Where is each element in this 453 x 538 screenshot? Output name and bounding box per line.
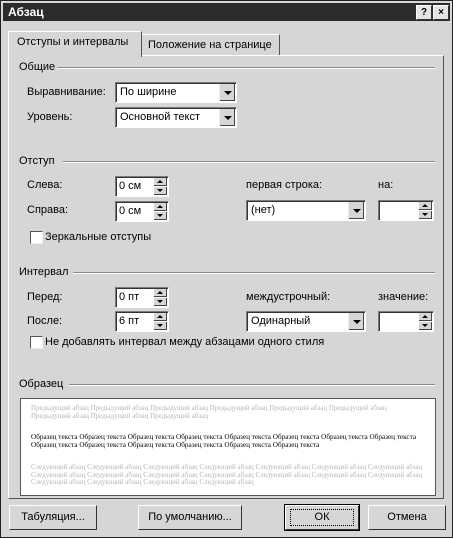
close-button[interactable]: × <box>433 5 449 20</box>
tab-label: Положение на странице <box>148 39 272 51</box>
first-line-by-label: на: <box>378 179 394 191</box>
alignment-value: По ширине <box>120 86 177 98</box>
spin-down-icon[interactable] <box>154 322 167 330</box>
level-select[interactable] <box>115 107 237 128</box>
divider <box>57 67 435 69</box>
chevron-down-icon[interactable] <box>219 84 235 101</box>
alignment-select[interactable] <box>115 82 237 103</box>
spin-down-icon[interactable] <box>419 211 432 219</box>
no-space-same-style-checkbox[interactable] <box>30 336 43 349</box>
window-title: Абзац <box>8 5 44 19</box>
preview-following-paragraph: Следующий абзац Следующий абзац Следующий абзац Следующий абзац Следующий абзац Следующий абзац Следующий абзац Следующий абзац Следующий абзац Следующий абзац Следующий абзац Следующий абзац Следующий абзац Следующий абзац Следующий абзац Следующий абзац Следующий абзац Следующий абзац <box>31 463 423 486</box>
level-value: Основной текст <box>120 111 200 123</box>
chevron-down-icon[interactable] <box>219 109 235 126</box>
line-spacing-select[interactable] <box>246 311 366 332</box>
title-bar <box>3 3 450 21</box>
first-line-by-spinner[interactable] <box>378 200 434 221</box>
spacing-before-label: Перед: <box>27 291 63 303</box>
indent-left-spinner[interactable] <box>115 176 169 197</box>
spin-down-icon[interactable] <box>419 322 432 330</box>
spin-down-icon[interactable] <box>154 212 167 220</box>
help-button[interactable]: ? <box>416 5 432 20</box>
first-line-select[interactable] <box>246 200 366 221</box>
divider <box>73 272 435 274</box>
preview-sample-paragraph: Образец текста Образец текста Образец текста Образец текста Образец текста Образец текста Образец текста Образец текста Образец текста Образец текста Образец текста Образец текста Образец текста Образец текста <box>31 433 417 449</box>
divider <box>63 161 435 163</box>
line-spacing-at-label: значение: <box>378 291 429 303</box>
set-default-button[interactable]: По умолчанию... <box>138 505 242 530</box>
ok-button[interactable] <box>285 505 359 530</box>
line-spacing-at-spinner[interactable] <box>378 311 434 332</box>
indent-right-value: 0 см <box>119 205 142 217</box>
indent-left-label: Слева: <box>27 179 63 191</box>
section-indent-label: Отступ <box>19 155 55 167</box>
first-line-label: первая строка: <box>246 179 323 191</box>
section-spacing-label: Интервал <box>19 266 69 278</box>
no-space-same-style-label[interactable]: Не добавлять интервал между абзацами одного стиля <box>45 336 325 348</box>
tabs-button[interactable]: Табуляция... <box>9 505 97 530</box>
tab-line-page-breaks[interactable] <box>141 34 280 56</box>
mirror-indents-label[interactable]: Зеркальные отступы <box>45 231 152 243</box>
chevron-down-icon[interactable] <box>348 202 364 219</box>
spin-up-icon[interactable] <box>419 313 432 321</box>
tab-label: Отступы и интервалы <box>17 36 129 48</box>
spacing-after-label: После: <box>27 315 63 327</box>
section-general-label: Общие <box>19 61 56 73</box>
first-line-value: (нет) <box>251 204 276 216</box>
focus-rect <box>290 509 354 526</box>
spin-up-icon[interactable] <box>154 313 167 321</box>
indent-left-value: 0 см <box>119 180 142 192</box>
spin-up-icon[interactable] <box>419 202 432 210</box>
spin-down-icon[interactable] <box>154 298 167 306</box>
section-preview-label: Образец <box>19 378 64 390</box>
level-label: Уровень: <box>27 111 73 123</box>
spacing-before-value: 0 пт <box>119 291 140 303</box>
spacing-after-spinner[interactable] <box>115 311 169 332</box>
spin-up-icon[interactable] <box>154 289 167 297</box>
spin-down-icon[interactable] <box>154 187 167 195</box>
tab-indents-spacing[interactable] <box>8 31 142 57</box>
line-spacing-value: Одинарный <box>251 315 311 327</box>
spin-up-icon[interactable] <box>154 178 167 186</box>
spacing-before-spinner[interactable] <box>115 287 169 308</box>
spacing-after-value: 6 пт <box>119 315 140 327</box>
chevron-down-icon[interactable] <box>348 313 364 330</box>
cancel-button[interactable]: Отмена <box>368 505 446 530</box>
line-spacing-label: междустрочный: <box>246 291 331 303</box>
alignment-label: Выравнивание: <box>27 86 106 98</box>
indent-right-label: Справа: <box>27 204 69 216</box>
ok-button-label: ОК <box>314 511 330 523</box>
indent-right-spinner[interactable] <box>115 201 169 222</box>
spin-up-icon[interactable] <box>154 203 167 211</box>
preview-previous-paragraph: Предыдущий абзац Предыдущий абзац Предыдущий абзац Предыдущий абзац Предыдущий абзац Предыдущий абзац Предыдущий абзац Предыдущий абзац Предыдущий абзац <box>31 404 387 420</box>
mirror-indents-checkbox[interactable] <box>30 231 43 244</box>
divider <box>69 384 435 386</box>
paragraph-preview <box>20 398 436 496</box>
